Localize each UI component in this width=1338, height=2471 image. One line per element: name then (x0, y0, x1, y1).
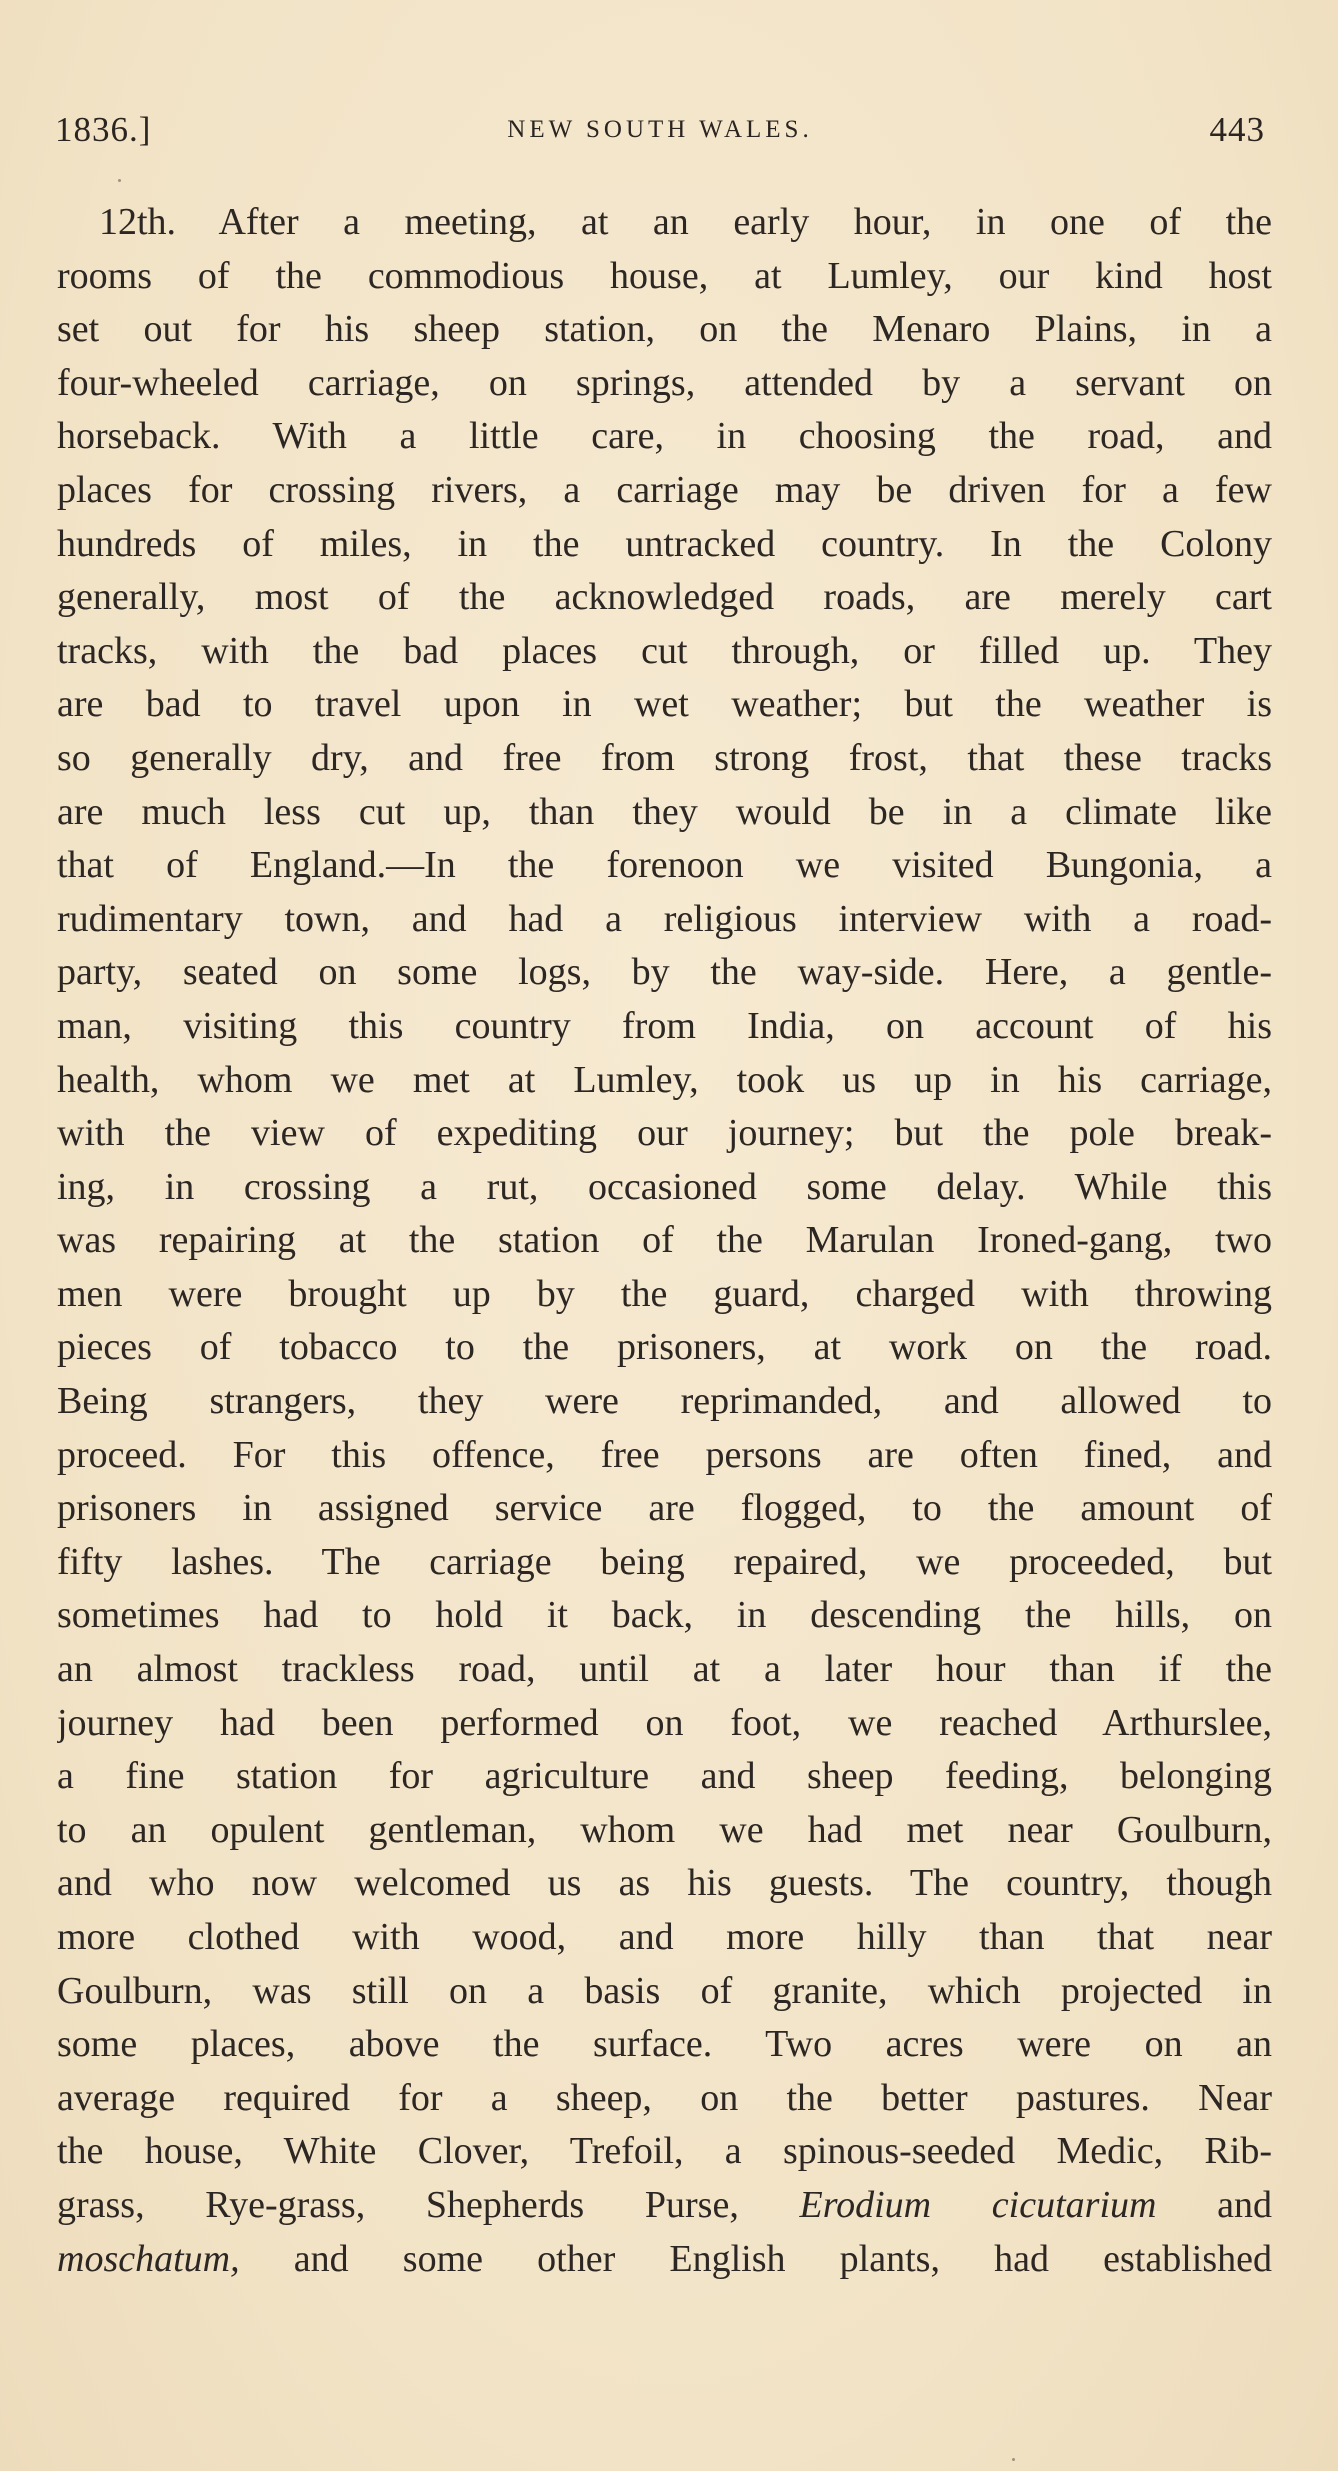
text-line: that of England.—In the forenoon we visited Bungonia, a (57, 844, 1272, 887)
running-head-year: 1836.] (55, 110, 152, 149)
text-line: average required for a sheep, on the better pastures. Near (57, 2076, 1272, 2119)
text-line: an almost trackless road, until at a later hour than if the (57, 1648, 1272, 1691)
text-line: a fine station for agriculture and sheep feeding, belonging (57, 1755, 1272, 1798)
text-line: so generally dry, and free from strong frost, that these tracks (57, 736, 1272, 779)
body-text (57, 196, 1272, 2286)
page-number: 443 (1209, 110, 1265, 149)
text-line: four-wheeled carriage, on springs, attended by a servant on (57, 361, 1272, 404)
text-line: rudimentary town, and had a religious interview with a road- (57, 897, 1272, 940)
text-line: set out for his sheep station, on the Menaro Plains, in a (57, 308, 1272, 351)
line-text: and some other English plants, had established (239, 2237, 1272, 2280)
italic-species-name: moschatum, (57, 2237, 240, 2280)
text-line: and who now welcomed us as his guests. The country, though (57, 1862, 1272, 1905)
text-line: Goulburn, was still on a basis of granite, which projected in (57, 1969, 1272, 2012)
text-line: places for crossing rivers, a carriage may be driven for a few (57, 468, 1272, 511)
text-line: health, whom we met at Lumley, took us up in his carriage, (57, 1058, 1272, 1101)
text-line: the house, White Clover, Trefoil, a spinous-seeded Medic, Rib- (57, 2130, 1272, 2173)
text-line: party, seated on some logs, by the way-side. Here, a gentle- (57, 951, 1272, 994)
text-line: horseback. With a little care, in choosing the road, and (57, 415, 1272, 458)
text-line: journey had been performed on foot, we reached Arthurslee, (57, 1701, 1272, 1744)
text-line: generally, most of the acknowledged roads, are merely cart (57, 576, 1272, 619)
text-line: 12th. After a meeting, at an early hour, in one of the (99, 201, 1272, 243)
text-line: hundreds of miles, in the untracked country. In the Colony (57, 522, 1272, 565)
text-line: are bad to travel upon in wet weather; but the weather is (57, 683, 1272, 726)
running-head (55, 110, 1265, 160)
text-line: fifty lashes. The carriage being repaired, we proceeded, but (57, 1540, 1272, 1583)
text-line: rooms of the commodious house, at Lumley, our kind host (57, 254, 1272, 297)
text-line (57, 2233, 1272, 2287)
text-line (57, 2179, 1272, 2233)
print-speck (118, 179, 121, 182)
text-line: more clothed with wood, and more hilly than that near (57, 1916, 1272, 1958)
text-line: some places, above the surface. Two acres were on an (57, 2023, 1272, 2066)
italic-species-name: Erodium cicutarium (799, 2183, 1157, 2226)
text-line: pieces of tobacco to the prisoners, at work on the road. (57, 1326, 1272, 1369)
print-speck (1012, 2458, 1015, 2461)
text-line: sometimes had to hold it back, in descending the hills, on (57, 1594, 1272, 1637)
text-line: man, visiting this country from India, on account of his (57, 1004, 1272, 1047)
text-line: was repairing at the station of the Marulan Ironed-gang, two (57, 1219, 1272, 1262)
text-line: ing, in crossing a rut, occasioned some delay. While this (57, 1165, 1272, 1208)
text-line: prisoners in assigned service are flogged, to the amount of (57, 1487, 1272, 1530)
text-line: proceed. For this offence, free persons are often fined, and (57, 1433, 1272, 1476)
text-line: to an opulent gentleman, whom we had met near Goulburn, (57, 1808, 1272, 1851)
text-line: men were brought up by the guard, charged with throwing (57, 1272, 1272, 1315)
running-head-title: NEW SOUTH WALES. (507, 116, 813, 143)
line-text: and (1156, 2183, 1272, 2226)
text-line: Being strangers, they were reprimanded, and allowed to (57, 1380, 1272, 1423)
text-line: are much less cut up, than they would be in a climate like (57, 790, 1272, 833)
text-line: with the view of expediting our journey; but the pole break- (57, 1112, 1272, 1155)
line-text: grass, Rye-grass, Shepherds Purse, (57, 2183, 800, 2226)
text-line: tracks, with the bad places cut through, or filled up. They (57, 629, 1272, 672)
